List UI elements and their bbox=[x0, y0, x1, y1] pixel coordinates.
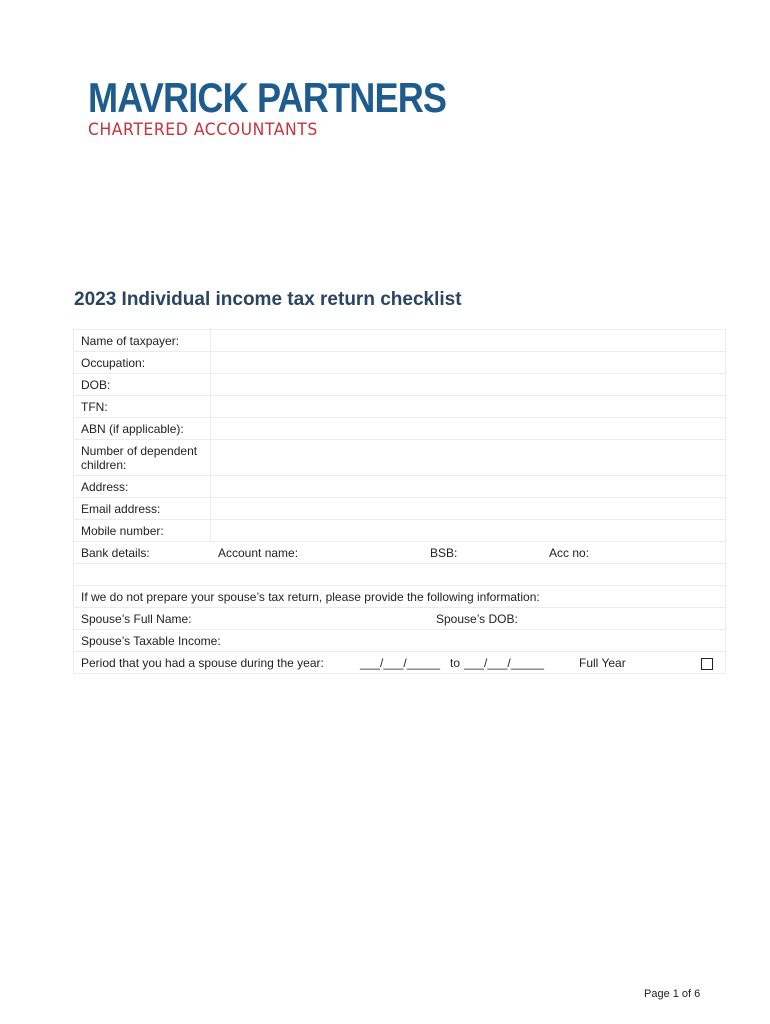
period-to-label: to bbox=[450, 656, 461, 670]
field-label: Mobile number: bbox=[74, 520, 211, 541]
address-field[interactable] bbox=[211, 476, 725, 497]
table-row bbox=[74, 351, 725, 373]
acc-no-label: Acc no: bbox=[549, 546, 590, 560]
spouse-full-name-label: Spouse’s Full Name: bbox=[81, 612, 192, 626]
mobile-number-field[interactable] bbox=[211, 520, 725, 541]
spacer-cell bbox=[74, 564, 725, 585]
table-row bbox=[74, 497, 725, 519]
field-label: Number of dependent children: bbox=[74, 440, 211, 475]
email-address-field[interactable] bbox=[211, 498, 725, 519]
abn-field[interactable] bbox=[211, 418, 725, 439]
bank-details-row bbox=[74, 541, 725, 563]
full-year-label: Full Year bbox=[579, 656, 626, 670]
spouse-intro-row bbox=[74, 585, 725, 607]
spouse-name-cell[interactable] bbox=[74, 608, 725, 629]
field-label: Email address: bbox=[74, 498, 211, 519]
bank-details-cell[interactable] bbox=[74, 542, 725, 563]
spouse-period-cell[interactable] bbox=[74, 652, 725, 673]
spouse-income-row bbox=[74, 629, 725, 651]
page-number: Page 1 of 6 bbox=[644, 988, 701, 1000]
field-label: TFN: bbox=[74, 396, 211, 417]
spouse-taxable-income-label: Spouse’s Taxable Income: bbox=[81, 634, 221, 648]
taxpayer-details-table bbox=[73, 329, 726, 674]
field-label: ABN (if applicable): bbox=[74, 418, 211, 439]
table-row bbox=[74, 439, 725, 475]
spouse-dob-label: Spouse’s DOB: bbox=[436, 612, 518, 626]
table-row bbox=[74, 475, 725, 497]
field-label: DOB: bbox=[74, 374, 211, 395]
spouse-intro-text: If we do not prepare your spouse’s tax return, please provide the following information: bbox=[81, 590, 540, 604]
spouse-period-label: Period that you had a spouse during the year: bbox=[81, 656, 324, 670]
table-row bbox=[74, 395, 725, 417]
spouse-name-row bbox=[74, 607, 725, 629]
company-logo bbox=[88, 74, 447, 140]
table-row bbox=[74, 373, 725, 395]
table-row bbox=[74, 417, 725, 439]
page-title: 2023 Individual income tax return checklist bbox=[74, 289, 462, 310]
logo-name: MAVRICK PARTNERS bbox=[88, 74, 447, 121]
full-year-checkbox[interactable] bbox=[701, 658, 713, 670]
period-from-date[interactable]: ___/___/_____ bbox=[360, 656, 441, 670]
table-row bbox=[74, 519, 725, 541]
name-of-taxpayer-field[interactable] bbox=[211, 330, 725, 351]
account-name-label: Account name: bbox=[218, 546, 299, 560]
field-label: Address: bbox=[74, 476, 211, 497]
tfn-field[interactable] bbox=[211, 396, 725, 417]
spouse-taxable-income-cell[interactable] bbox=[74, 630, 725, 651]
table-row bbox=[74, 330, 725, 351]
spouse-period-row bbox=[74, 651, 725, 673]
logo-tagline: CHARTERED ACCOUNTANTS bbox=[88, 120, 318, 140]
spacer-row bbox=[74, 563, 725, 585]
occupation-field[interactable] bbox=[211, 352, 725, 373]
bsb-label: BSB: bbox=[430, 546, 458, 560]
dependent-children-field[interactable] bbox=[211, 440, 725, 475]
field-label: Occupation: bbox=[74, 352, 211, 373]
bank-details-label: Bank details: bbox=[81, 546, 150, 560]
dob-field[interactable] bbox=[211, 374, 725, 395]
period-to-date[interactable]: ___/___/_____ bbox=[464, 656, 545, 670]
field-label: Name of taxpayer: bbox=[74, 330, 211, 351]
